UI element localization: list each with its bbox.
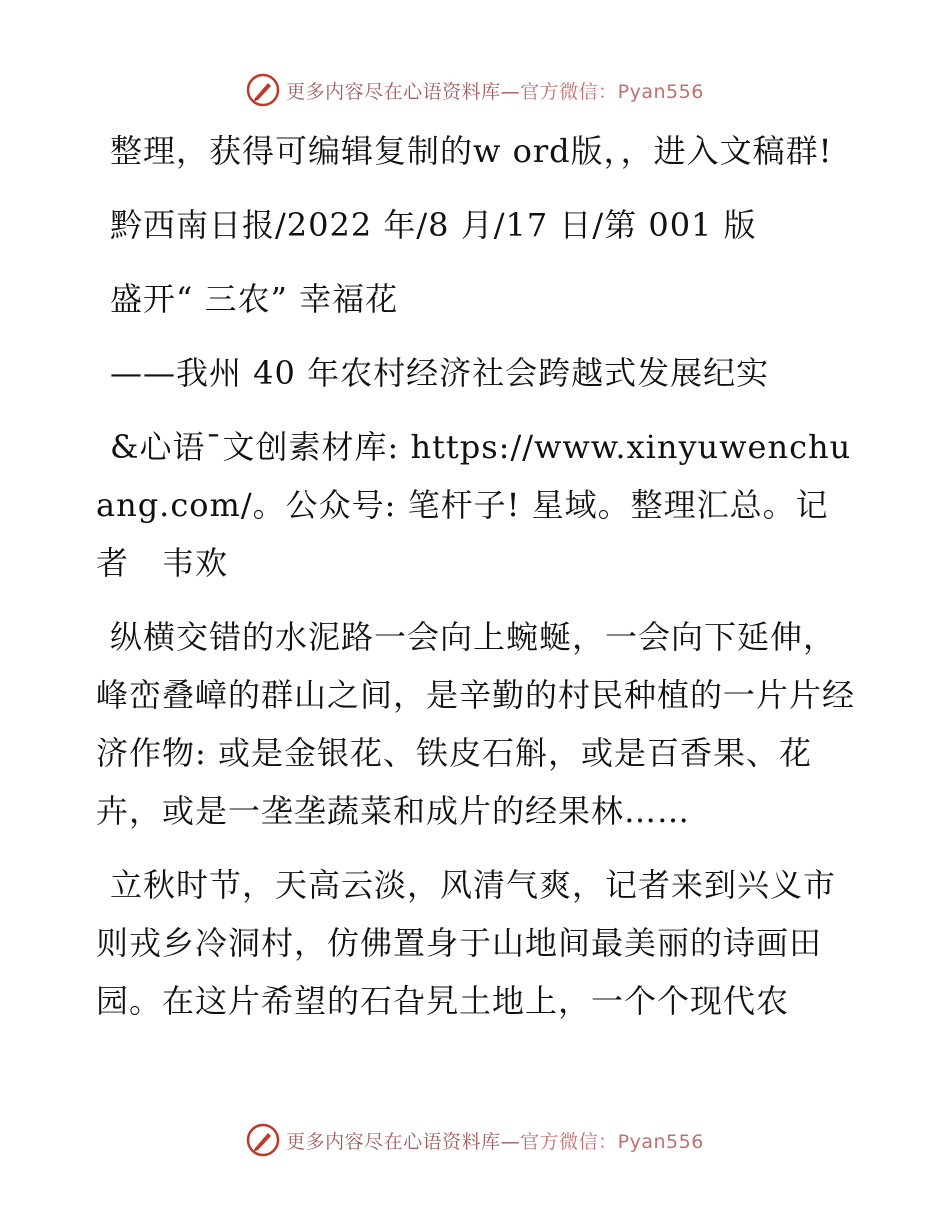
- document-body: [96, 122, 856, 1046]
- paragraph-body-1: 纵横交错的水泥路一会向上蜿蜒，一会向下延伸，峰峦叠嶂的群山之间，是辛勤的村民种植的一片片经济作物: 或是金银花、铁皮石斛，或是百香果、花卉，或是一垄垄蔬菜和成片的经果林……: [96, 618, 856, 830]
- header-watermark-banner: [0, 70, 950, 110]
- paragraph-source: 黔西南日报/2022 年/8 月/17 日/第 001 版: [110, 206, 757, 244]
- pen-logo-icon: [246, 1123, 280, 1157]
- pen-logo-icon: [246, 73, 280, 107]
- banner-wechat-text: 官方微信：Pyan556: [520, 1130, 704, 1153]
- article-title: 盛开“ 三农” 幸福花: [110, 280, 399, 318]
- footer-watermark-banner: [0, 1120, 950, 1160]
- banner-text: [286, 77, 704, 104]
- banner-text: [286, 1127, 704, 1154]
- paragraph-body-2: 立秋时节，天高云淡，风清气爽，记者来到兴义市则戎乡冷洞村，仿佛置身于山地间最美丽的诗画田园。在这片希望的石旮旯土地上，一个个现代农: [96, 866, 837, 1020]
- banner-wechat-text: 官方微信：Pyan556: [520, 80, 704, 103]
- article-subtitle: ——我州 40 年农村经济社会跨越式发展纪实: [110, 354, 770, 392]
- banner-site-text: 更多内容尽在心语资料库—: [286, 1130, 521, 1153]
- paragraph-credit: &心语¯文创素材库: https://www.xinyuwenchuang.com/。公众号: 笔杆子! 星域。整理汇总。记者 韦欢: [96, 428, 852, 582]
- paragraph-intro: 整理，获得可编辑复制的w ord版，，进入文稿群!: [110, 132, 833, 170]
- banner-site-text: 更多内容尽在心语资料库—: [286, 80, 521, 103]
